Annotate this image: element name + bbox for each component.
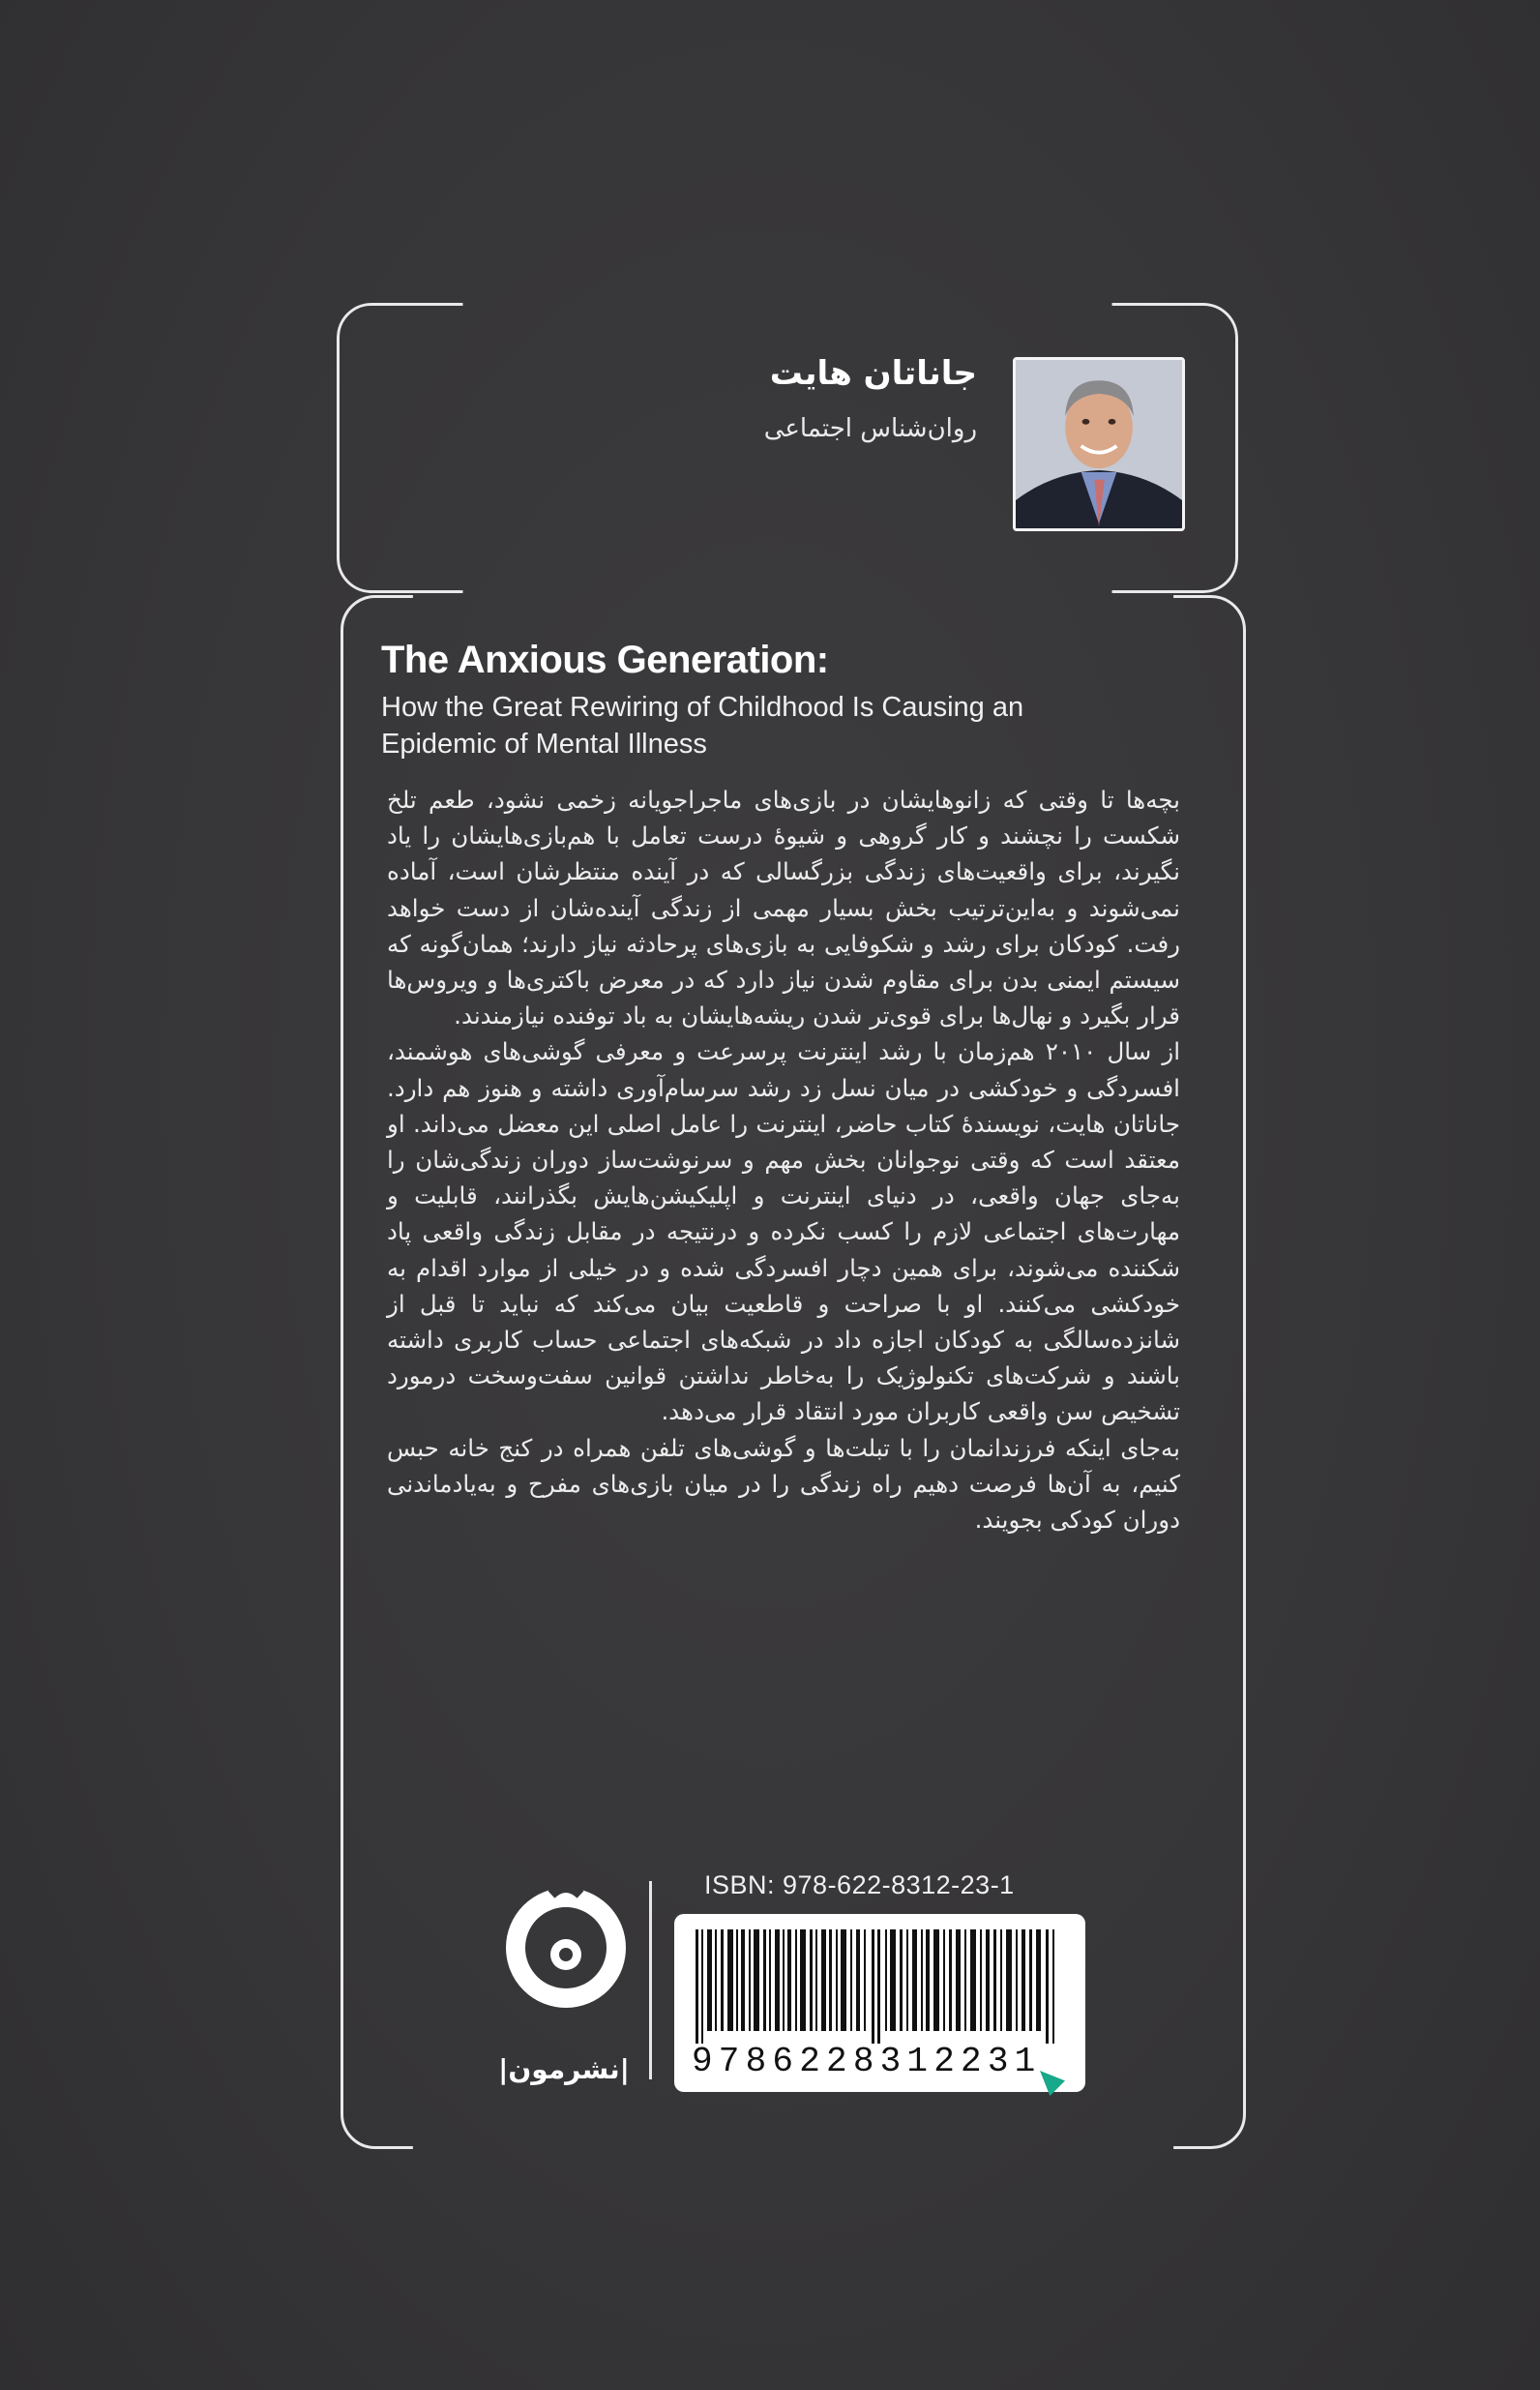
blurb-paragraph-2: از سال ۲۰۱۰ هم‌زمان با رشد اینترنت پرسرعت و معرفی گوشی‌های هوشمند، افسردگی و خودکشی در میان نسل زد رشد سرسام‌آوری داشته و هنوز هم دارد. جاناتان هایت، نویسندهٔ کتاب حاضر، اینترنت را عامل اصلی این معضل می‌داند. او معتقد است که وقتی نوجوانان بخش مهم و سرنوشت‌ساز دوران زندگی‌شان را به‌جای جهان واقعی، در دنیای اینترنت و اپلیکیشن‌هایش بگذرانند، قابلیت و مهارت‌های اجتماعی لازم را کسب نکرده و درنتیجه در مقابل زندگی واقعی پاد شکننده می‌شوند، برای همین دچار افسردگی شده و در خیلی از موارد اقدام به خودکشی می‌کنند. او با صراحت و قاطعیت بیان می‌کند که نباید تا قبل از شانزده‌سالگی به کودکان اجازه داد در شبکه‌های اجتماعی حساب کاربری داشته باشند و شرکت‌های تکنولوژیک را به‌خاطر نداشتن قوانین سفت‌وسخت درمورد تشخیص سن واقعی کاربران مورد انتقاد قرار می‌دهد. xyxy=(387,1037,1180,1426)
publisher-logo-icon xyxy=(503,1885,629,2011)
isbn-label: ISBN: 978-622-8312-23-1 xyxy=(704,1870,1015,1899)
blurb-paragraph-3: به‌جای اینکه فرزندانمان را با تبلت‌ها و گوشی‌های تلفن همراه در کنج خانه حبس کنیم، به آن‌ها فرصت دهیم راه زندگی را در میان بازی‌های مفرح و به‌یادماندنی دوران کودکی بجویند. xyxy=(387,1433,1180,1535)
book-subtitle-line-2: Epidemic of Mental Illness xyxy=(381,729,707,760)
barcode-digits: 9786228312231 xyxy=(692,2042,1042,2081)
book-title: The Anxious Generation: xyxy=(381,639,829,681)
barcode-icon xyxy=(696,1929,1063,2044)
author-portrait-icon xyxy=(1013,357,1185,531)
author-role: روان‌شناس اجتماعی xyxy=(763,414,977,443)
blurb-paragraph-1: بچه‌ها تا وقتی که زانوهایشان در بازی‌های ماجراجویانه زخمی نشود، طعم تلخ شکست را نچشند و کار گروهی و شیوهٔ درست تعامل با هم‌بازی‌هایشان را یاد نگیرند، برای واقعیت‌های زندگی بزرگسالی که در آینده منتظرشان است، آماده نمی‌شوند و به‌این‌ترتیب بخش بسیار مهمی از زندگی آینده‌شان از دست خواهد رفت. کودکان برای رشد و شکوفایی به بازی‌های پرحادثه نیاز دارند؛ همان‌گونه که سیستم ایمنی بدن برای مقاوم شدن نیاز دارد که در معرض باکتری‌ها و ویروس‌ها قرار بگیرد و نهال‌ها برای قوی‌تر شدن ریشه‌هایشان به باد توفنده نیازمندند. xyxy=(387,786,1180,1031)
author-name: جاناتان هایت xyxy=(769,354,977,393)
book-subtitle xyxy=(381,689,1174,762)
publisher-name: |نشرمون| xyxy=(498,2053,630,2085)
publisher-divider xyxy=(649,1881,652,2079)
book-subtitle-line-1: How the Great Rewiring of Childhood Is Causing an xyxy=(381,692,1024,723)
book-blurb xyxy=(387,782,1180,1538)
barcode-panel xyxy=(674,1914,1085,2092)
